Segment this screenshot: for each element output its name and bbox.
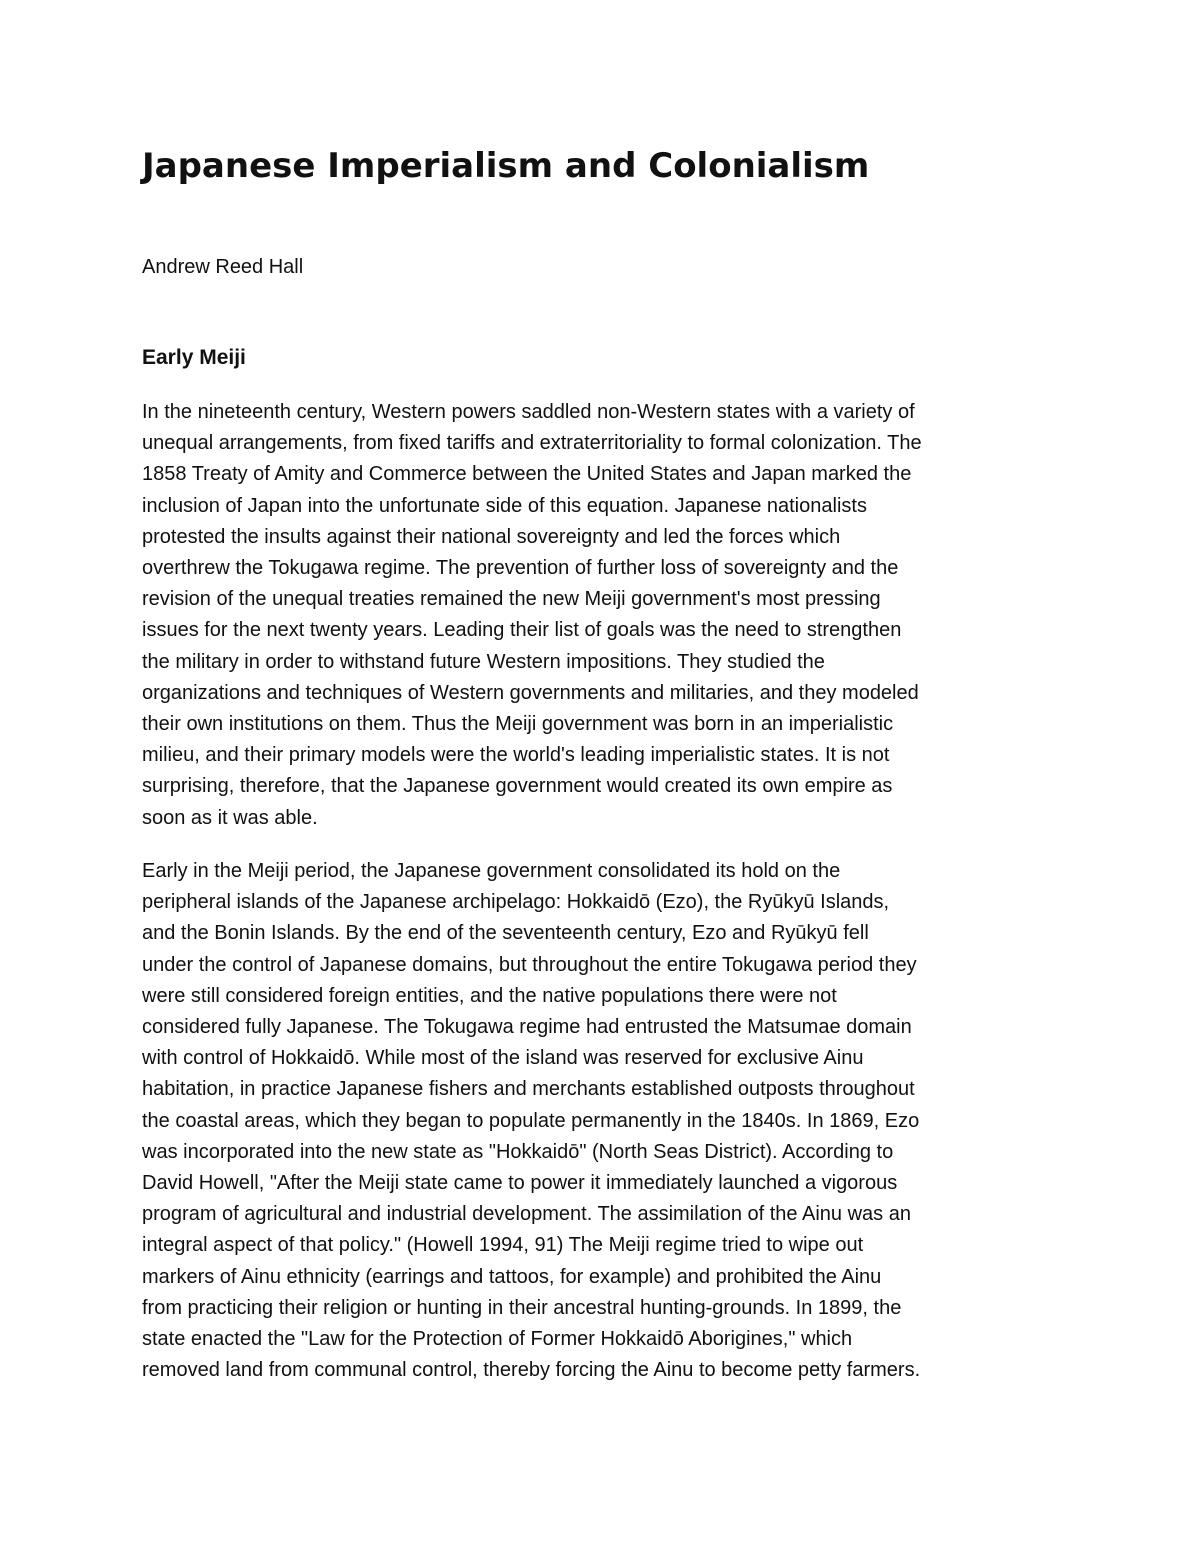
- paragraph-line: In the nineteenth century, Western powers saddled non-Western states with a variety of: [142, 401, 915, 423]
- body-paragraph: [142, 397, 922, 834]
- paragraph-line: with control of Hokkaidō. While most of the island was reserved for exclusive Ainu: [142, 1047, 864, 1070]
- author-name: Andrew Reed Hall: [142, 256, 304, 278]
- paragraph-line: surprising, therefore, that the Japanese government would created its own empire as: [142, 775, 893, 798]
- paragraph-line: the coastal areas, which they began to populate permanently in the 1840s. In 1869, Ezo: [142, 1109, 920, 1132]
- paragraph-line: markers of Ainu ethnicity (earrings and tattoos, for example) and prohibited the Ainu: [142, 1265, 882, 1288]
- paragraph-line: Early in the Meiji period, the Japanese government consolidated its hold on the: [142, 860, 841, 882]
- paragraph-line: David Howell, "After the Meiji state came to power it immediately launched a vigorous: [142, 1172, 898, 1195]
- paragraph-line: inclusion of Japan into the unfortunate side of this equation. Japanese nationalists: [142, 494, 867, 517]
- paragraph-line: peripheral islands of the Japanese archipelago: Hokkaidō (Ezo), the Ryūkyū Islands,: [142, 891, 890, 914]
- paragraph-line: overthrew the Tokugawa regime. The prevention of further loss of sovereignty and the: [142, 557, 899, 580]
- paragraph-line: under the control of Japanese domains, but throughout the entire Tokugawa period they: [142, 953, 917, 976]
- paragraph-line: and the Bonin Islands. By the end of the seventeenth century, Ezo and Ryūkyū fell: [142, 922, 869, 945]
- body-paragraph: [142, 856, 920, 1386]
- paragraph-line: the military in order to withstand future Western impositions. They studied the: [142, 650, 825, 673]
- paragraph-line: 1858 Treaty of Amity and Commerce between the United States and Japan marked the: [142, 463, 912, 486]
- paragraph-line: organizations and techniques of Western governments and militaries, and they modeled: [142, 681, 919, 704]
- paragraph-line: considered fully Japanese. The Tokugawa regime had entrusted the Matsumae domain: [142, 1016, 912, 1039]
- paragraph-line: their own institutions on them. Thus the Meiji government was born in an imperialistic: [142, 713, 894, 736]
- section-heading: Early Meiji: [142, 346, 246, 369]
- paragraph-line: state enacted the "Law for the Protection of Former Hokkaidō Aborigines," which: [142, 1328, 853, 1351]
- paragraph-line: unequal arrangements, from fixed tariffs and extraterritoriality to formal colonization. The: [142, 432, 922, 455]
- paragraph-line: program of agricultural and industrial development. The assimilation of the Ainu was an: [142, 1203, 911, 1226]
- paragraph-line: issues for the next twenty years. Leading their list of goals was the need to strengthen: [142, 619, 902, 642]
- document-title: Japanese Imperialism and Colonialism: [142, 146, 870, 186]
- paragraph-line: were still considered foreign entities, and the native populations there were not: [142, 984, 837, 1007]
- paragraph-line: integral aspect of that policy." (Howell 1994, 91) The Meiji regime tried to wipe out: [142, 1234, 864, 1257]
- paragraph-line: milieu, and their primary models were the world's leading imperialistic states. It is not: [142, 744, 890, 767]
- paragraph-line: revision of the unequal treaties remained the new Meiji government's most pressing: [142, 588, 881, 611]
- paragraph-line: was incorporated into the new state as "Hokkaidō" (North Seas District). According to: [142, 1140, 894, 1163]
- paragraph-line: protested the insults against their national sovereignty and led the forces which: [142, 525, 841, 548]
- paragraph-line: soon as it was able.: [142, 806, 318, 829]
- paragraph-line: removed land from communal control, thereby forcing the Ainu to become petty farmers.: [142, 1359, 921, 1382]
- paragraph-line: from practicing their religion or hunting in their ancestral hunting-grounds. In 1899, the: [142, 1296, 902, 1319]
- paragraph-line: habitation, in practice Japanese fishers and merchants established outposts throughout: [142, 1078, 915, 1101]
